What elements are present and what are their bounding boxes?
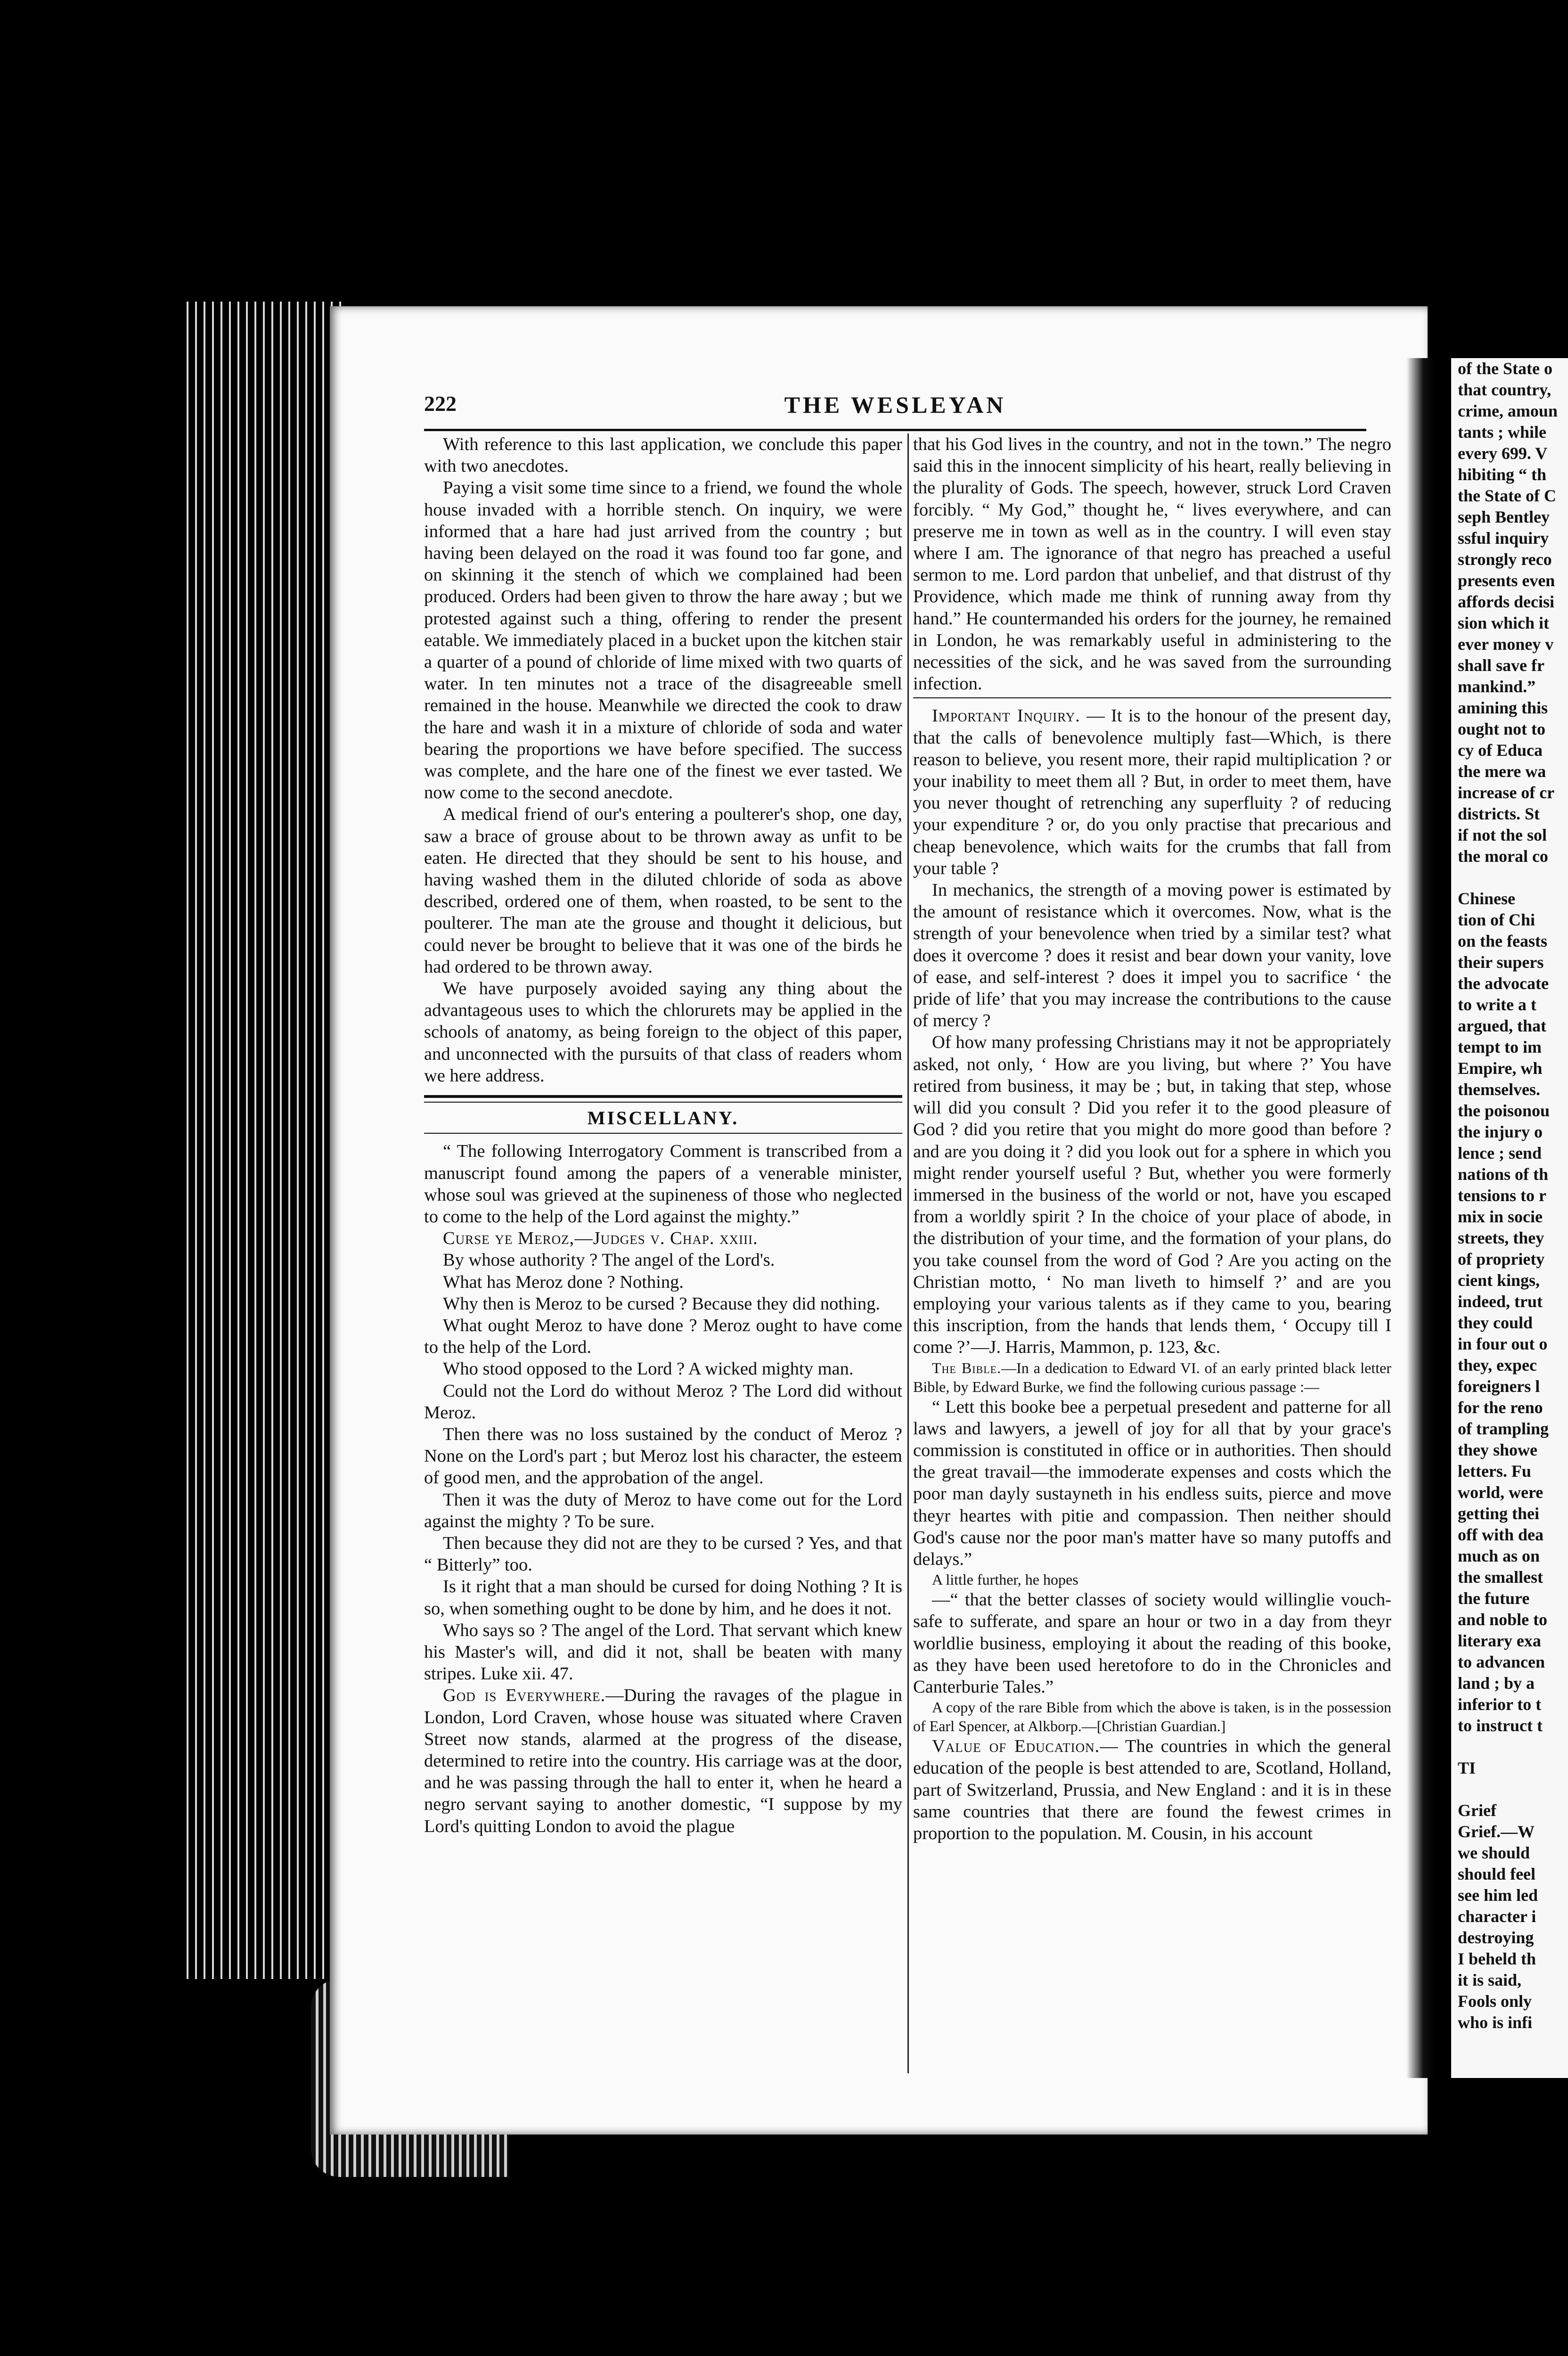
next-page-line: affords decisi — [1458, 592, 1554, 611]
next-page-line: argued, that — [1458, 1016, 1546, 1035]
paragraph: Paying a visit some time since to a friend, we found the whole house invaded with a horrible stench. On inquiry, we were informed that a hare had just arrived from the country ; but having been delayed on the road it was found too far gone, and on skinning it the stench of which we complained had been produced. Orders had been given to throw the hare away ; but we protested against such a thing, offering to render the present eatable. We immediately placed in a bucket upon the kitchen stair a quarter of a pound of chloride of lime mixed with two quarts of water. In ten minutes not a trace of the disagreeable smell remained in the house. Meanwhile we directed the cook to draw the hare and wash it in a mixture of chloride of soda and water bearing the proportions we have before specified. The success was complete, and the hare one of the finest we ever tasted. We now come to the second anecdote. — [424, 478, 902, 803]
next-page-line: seph Bentley — [1458, 507, 1550, 526]
next-page-line: letters. Fu — [1458, 1462, 1531, 1481]
qa-line: Then it was the duty of Meroz to have come out for the Lord against the mighty ? To be sure. — [424, 1489, 902, 1531]
article-lead: God is Everywhere. — [443, 1685, 606, 1706]
next-page-line: every 699. V — [1458, 444, 1548, 463]
paragraph: “ Lett this booke bee a perpetual presedent and patterne for all laws and lawyers, a jewell of joy for all that by your grace's commission is constituted in office or in authorities. Then should the great travail—the immoderate expenses and costs which the poor man dayly sustayneth in his endless suits, pierce and move theyr heartes with pitie and compassion. Then neither should God's cause nor the poor man's matter have so many putoffs and delays.” — [913, 1397, 1391, 1569]
next-page-line: Chinese — [1458, 889, 1516, 908]
next-page-line: they, expec — [1458, 1356, 1537, 1374]
next-page-line: the future — [1458, 1589, 1530, 1608]
next-page-gap — [1451, 1736, 1568, 1758]
page-number: 222 — [424, 392, 457, 416]
section-double-rule — [424, 1095, 902, 1103]
next-page-line: inferior to t — [1458, 1695, 1542, 1714]
next-page-line: that country, — [1458, 380, 1551, 399]
next-page-line: they could — [1458, 1313, 1533, 1332]
article-lead: Important Inquiry. — [932, 706, 1080, 726]
paragraph: —“ that the better classes of society would willinglie vouch-safe to sufferate, and spare an hour or two in a day from theyr worldlie business, employing it about the reading of this booke, as they have been used heretofore to do in the Chronicles and Canterburie Tales.” — [913, 1590, 1391, 1697]
qa-line: Who says so ? The angel of the Lord. That servant which knew his Master's will, and did it not, shall be beaten with many stripes. Luke xii. 47. — [424, 1620, 902, 1684]
next-page-line: should feel — [1458, 1865, 1536, 1883]
qa-line: What ought Meroz to have done ? Meroz ought to have come to the help of the Lord. — [424, 1315, 902, 1358]
article-lead: Value of Education. — [932, 1736, 1100, 1757]
paragraph: With reference to this last application, we conclude this paper with two anecdotes. — [424, 434, 902, 476]
next-page-line: to instruct t — [1458, 1716, 1543, 1735]
next-page-line: cy of Educa — [1458, 741, 1543, 760]
next-page-line: mankind.” — [1458, 677, 1536, 696]
next-page-line: the moral co — [1458, 847, 1548, 866]
next-page-line: who is infi — [1458, 2013, 1533, 2032]
next-page-fragment — [1451, 358, 1568, 2078]
next-page-line: strongly reco — [1458, 550, 1552, 569]
qa-line: Then because they did not are they to be cursed ? Yes, and that “ Bitterly” too. — [424, 1533, 902, 1575]
next-page-line: I beheld th — [1458, 1949, 1536, 1968]
page-header — [424, 391, 1366, 429]
article-text: — The countries in which the general education of the people is best attended to are, Scotland, Holland, part of Switzerland, Prussia, and New England : and it is in these same countries that there are found the fewest crimes in proportion to the population. M. Cousin, in his account — [913, 1736, 1391, 1843]
next-page-line: if not the sol — [1458, 826, 1547, 844]
next-page-line: ever money v — [1458, 635, 1554, 654]
page-scan — [330, 306, 1428, 2135]
qa-line: By whose authority ? The angel of the Lord's. — [443, 1250, 775, 1270]
left-column — [424, 434, 902, 2083]
meroz-heading: Curse ye Meroz,—Judges v. Chap. xxiii. — [443, 1228, 758, 1249]
qa-line: Who stood opposed to the Lord ? A wicked mighty man. — [443, 1359, 854, 1379]
article-text: —In a dedication to Edward VI. of an early printed black letter Bible, by Edward Burke, we find the following curious passage :— — [913, 1359, 1391, 1395]
thin-rule — [913, 697, 1391, 698]
next-page-line: ought not to — [1458, 720, 1546, 738]
article-lead: The Bible. — [932, 1359, 1002, 1376]
next-page-line: nations of th — [1458, 1165, 1549, 1184]
paragraph: A medical friend of our's entering a poulterer's shop, one day, saw a brace of grouse about to be thrown away as unfit to be eaten. He directed that they should be sent to his house, and having washed them in the diluted chloride of soda as above described, ordered one of them, when roasted, to be sent to the poulterer. The man ate the grouse and thought it delicious, but could never be brought to believe that it was one of the birds he had ordered to be thrown away. — [424, 804, 902, 977]
next-page-line: character i — [1458, 1907, 1536, 1926]
next-page-line: presents even — [1458, 571, 1555, 590]
next-page-line: it is said, — [1458, 1971, 1522, 1989]
next-page-line: ssful inquiry — [1458, 529, 1549, 548]
paragraph: A little further, he hopes — [932, 1571, 1078, 1588]
next-page-line: they showe — [1458, 1440, 1537, 1459]
next-page-line: the poisonou — [1458, 1101, 1550, 1120]
qa-line: What has Meroz done ? Nothing. — [443, 1272, 684, 1292]
header-rule — [424, 429, 1366, 431]
next-page-line: amining this — [1458, 698, 1548, 717]
right-column — [913, 434, 1391, 2083]
next-page-line: TI — [1458, 1759, 1476, 1777]
next-page-line: the injury o — [1458, 1122, 1543, 1141]
next-page-line: tempt to im — [1458, 1038, 1542, 1056]
next-page-line: of the State o — [1458, 359, 1552, 378]
next-page-line: world, were — [1458, 1483, 1544, 1502]
next-page-line: foreigners l — [1458, 1377, 1540, 1396]
next-page-line: districts. St — [1458, 804, 1540, 823]
next-page-line: tants ; while — [1458, 423, 1546, 442]
next-page-line: their supers — [1458, 953, 1544, 972]
qa-line: Then there was no loss sustained by the conduct of Meroz ? None on the Lord's part ; but Meroz lost his character, the esteem of good men, and the approbation of the angel. — [424, 1424, 902, 1488]
next-page-line: streets, they — [1458, 1228, 1544, 1247]
next-page-line: the advocate — [1458, 974, 1549, 993]
next-page-line: Grief.—W — [1458, 1822, 1535, 1841]
next-page-line: Empire, wh — [1458, 1059, 1543, 1078]
next-page-line: mix in socie — [1458, 1207, 1543, 1226]
running-head: THE WESLEYAN — [784, 392, 1006, 418]
article-text: — It is to the honour of the present day, that the calls of benevolence multiply fast—Which, is there reason to believe, you resent more, their rapid multiplication ? or your inability to meet them all ? But, in order to meet them, have you never thought of retrenching any superfluity ? of reducing your expenditure ? or, do you only practise that precarious and cheap benevolence, which waits for the crumbs that fall from your table ? — [913, 706, 1391, 878]
next-page-line: themselves. — [1458, 1080, 1540, 1099]
paragraph — [913, 1735, 1391, 1844]
next-page-line: the smallest — [1458, 1568, 1543, 1587]
paragraph: We have purposely avoided saying any thing about the advantageous uses to which the chlorurets may be applied in the schools of anatomy, as being foreign to the object of this paper, and unconnected with the pursuits of that class of readers whom we here address. — [424, 979, 902, 1086]
section-thin-rule — [424, 1133, 902, 1134]
page-edge-shadow — [1406, 358, 1435, 2078]
paragraph — [424, 1685, 902, 1837]
next-page-line: indeed, trut — [1458, 1292, 1543, 1311]
next-page-line: in four out o — [1458, 1334, 1548, 1353]
next-page-line: much as on — [1458, 1546, 1540, 1565]
next-page-gap — [1451, 1779, 1568, 1800]
next-page-line: sion which it — [1458, 614, 1550, 632]
next-page-line: of trampling — [1458, 1419, 1549, 1438]
qa-line: Is it right that a man should be cursed for doing Nothing ? It is so, when something ought to be done by him, and he does it not. — [424, 1577, 902, 1619]
book-binding — [184, 302, 344, 1979]
next-page-line: of propriety — [1458, 1250, 1545, 1268]
next-page-line: destroying — [1458, 1928, 1534, 1947]
next-page-line: hibiting “ th — [1458, 465, 1547, 484]
article-text: —During the ravages of the plague in London, Lord Craven, whose house was situated where Craven Street now stands, alarmed at the progress of the disease, determined to retire into the country. His carriage was at the door, and he was passing through the hall to enter it, when he heard a negro servant saying to another domestic, “I suppose by my Lord's quitting London to avoid the plague — [424, 1685, 902, 1836]
next-page-line: to write a t — [1458, 995, 1536, 1014]
section-title: MISCELLANY. — [587, 1107, 739, 1129]
next-page-line: on the feasts — [1458, 932, 1547, 950]
next-page-line: land ; by a — [1458, 1674, 1535, 1693]
next-page-line: Grief — [1458, 1801, 1496, 1820]
paragraph: A copy of the rare Bible from which the above is taken, is in the possession of Earl Spencer, at Alkborp.—[Christian Guardian.] — [913, 1699, 1391, 1735]
paragraph: “ The following Interrogatory Comment is transcribed from a manuscript found among the papers of a venerable minister, whose soul was grieved at the supineness of those who neglected to come to the help of the Lord against the mighty.” — [424, 1141, 902, 1227]
next-page-line: the State of C — [1458, 486, 1556, 505]
column-divider — [907, 434, 909, 2073]
next-page-line: tensions to r — [1458, 1186, 1546, 1205]
next-page-line: increase of cr — [1458, 783, 1555, 802]
paragraph — [913, 705, 1391, 879]
paragraph: that his God lives in the country, and not in the town.” The negro said this in the innocent simplicity of his heart, really believing in the plurality of Gods. The speech, however, struck Lord Craven forcibly. “ My God,” thought he, “ lives everywhere, and can preserve me in town as well as in the country. I will even stay where I am. The ignorance of that negro has preached a useful sermon to me. Lord pardon that unbelief, and that distrust of thy Providence, which made me think of running away from thy hand.” He countermanded his orders for the journey, he remained in London, he was remarkably useful in administering to the necessities of the sick, and he was saved from the surrounding infection. — [913, 434, 1391, 694]
next-page-line: to advancen — [1458, 1652, 1545, 1671]
next-page-line: literary exa — [1458, 1631, 1541, 1650]
paragraph: In mechanics, the strength of a moving power is estimated by the amount of resistance which it overcomes. Now, what is the strength of your benevolence when tried by a similar test? what does it overcome ? does it resist and bear down your vanity, love of ease, and self-interest ? does it impel you to sacrifice ‘ the pride of life’ that you may increase the contributions to the cause of mercy ? — [913, 880, 1391, 1031]
qa-line: Why then is Meroz to be cursed ? Because they did nothing. — [443, 1293, 881, 1314]
next-page-line: see him led — [1458, 1886, 1538, 1905]
paragraph — [913, 1358, 1391, 1396]
next-page-line: off with dea — [1458, 1525, 1544, 1544]
next-page-line: lence ; send — [1458, 1144, 1542, 1162]
qa-line: Could not the Lord do without Meroz ? The Lord did without Meroz. — [424, 1381, 902, 1423]
next-page-line: Fools only — [1458, 1992, 1532, 2011]
next-page-line: we should — [1458, 1843, 1530, 1862]
next-page-line: the mere wa — [1458, 762, 1546, 781]
next-page-line: crime, amoun — [1458, 401, 1558, 420]
next-page-line: tion of Chi — [1458, 910, 1535, 929]
next-page-line: for the reno — [1458, 1398, 1543, 1417]
next-page-line: getting thei — [1458, 1504, 1539, 1523]
next-page-gap — [1451, 867, 1568, 888]
paragraph: Of how many professing Christians may it not be appropriately asked, not only, ‘ How are you living, but where ?’ You have retired from business, it may be ; but, in taking that step, whose will did you consult ? Did you refer it to the good pleasure of God ? did you retire that you might do more good than before ? and are you doing it ? did you look out for a sphere in which you might render yourself useful ? But, whether you were formerly immersed in the business of the world or not, have you escaped from a worldly spirit ? In the choice of your place of abode, in the distribution of your time, and the formation of your plans, do you take counsel from the word of God ? Are you acting on the Christian motto, ‘ No man liveth to himself ?’ and are you employing your various talents as if they came to you, bearing this inscription, from the hands that lends them, ‘ Occupy till I come ?’—J. Harris, Mammon, p. 123, &c. — [913, 1032, 1391, 1358]
next-page-line: cient kings, — [1458, 1271, 1540, 1290]
next-page-line: shall save fr — [1458, 656, 1544, 675]
next-page-line: and noble to — [1458, 1610, 1548, 1629]
